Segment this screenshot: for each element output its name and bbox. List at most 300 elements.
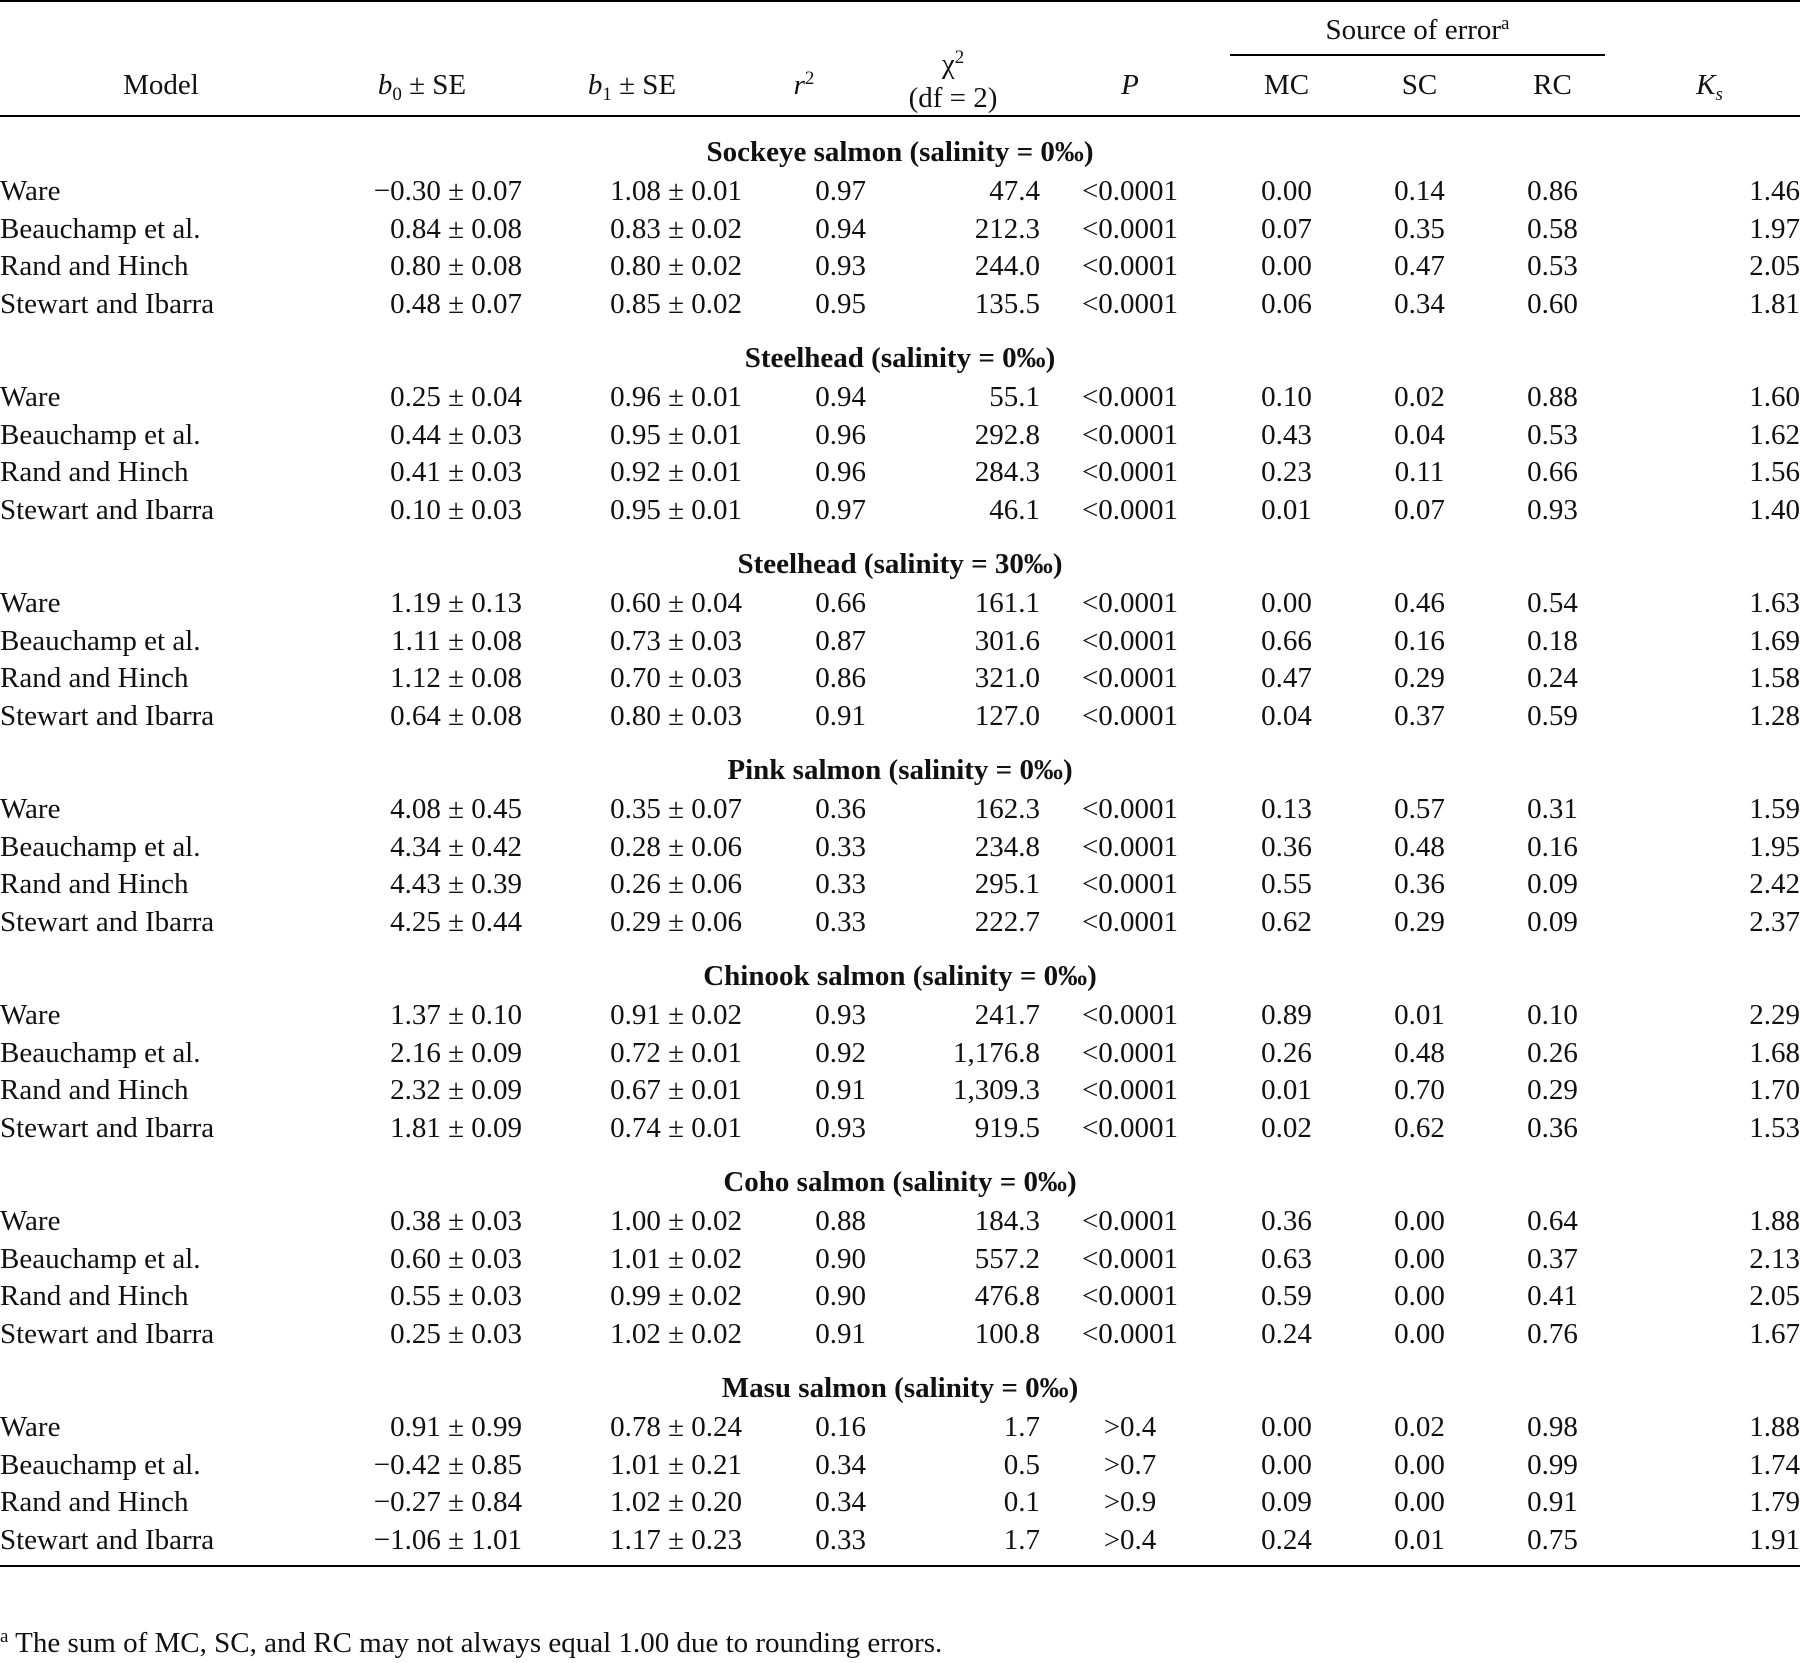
table-row	[0, 248, 1800, 286]
sc-cell: 0.62	[1394, 1111, 1445, 1144]
mc-cell: 0.59	[1261, 1280, 1312, 1312]
chi-square-cell: 184.3	[974, 1205, 1040, 1237]
chi-square-header	[866, 1, 1040, 116]
table-row	[0, 454, 1800, 492]
section-title: Coho salmon (salinity = 0‰)	[723, 1165, 1077, 1198]
b0-cell: 1.81 ± 0.09	[390, 1111, 522, 1144]
ks-cell: 2.42	[1749, 868, 1800, 900]
mc-cell: 0.43	[1261, 418, 1312, 451]
b1-cell: 0.70 ± 0.03	[610, 662, 742, 694]
ks-cell: 1.53	[1749, 1111, 1800, 1144]
mc-cell: 0.89	[1261, 999, 1312, 1031]
model-cell: Beauchamp et al.	[0, 1036, 201, 1069]
b0-cell: 0.44 ± 0.03	[390, 418, 522, 451]
sc-cell: 0.48	[1394, 830, 1445, 863]
p-value-cell: <0.0001	[1081, 1280, 1179, 1312]
mc-cell: 0.10	[1261, 381, 1312, 413]
b1-cell: 0.80 ± 0.03	[610, 699, 742, 732]
blank-header-cell	[1619, 1, 1800, 56]
table-row	[0, 1484, 1800, 1522]
sc-cell: 0.02	[1394, 1411, 1445, 1443]
sc-cell: 0.57	[1394, 793, 1445, 825]
model-cell: Stewart and Ibarra	[0, 1317, 215, 1350]
section-title: Sockeye salmon (salinity = 0‰)	[706, 135, 1094, 168]
r2-cell: 0.34	[815, 1486, 866, 1518]
b0-cell: 0.84 ± 0.08	[390, 212, 522, 245]
mc-cell: 0.01	[1261, 493, 1312, 526]
b1-cell: 0.26 ± 0.06	[610, 868, 742, 900]
r2-cell: 0.91	[815, 1074, 866, 1106]
rc-cell: 0.91	[1527, 1486, 1578, 1518]
blank-header-cell	[522, 1, 742, 56]
table-row	[0, 1316, 1800, 1354]
r2-cell: 0.33	[815, 830, 866, 863]
table-row	[0, 1241, 1800, 1279]
b0-cell: −0.27 ± 0.84	[373, 1486, 522, 1518]
mc-cell: 0.66	[1261, 624, 1312, 657]
model-cell: Stewart and Ibarra	[0, 287, 215, 320]
mc-cell: 0.24	[1261, 1317, 1312, 1350]
sc-cell: 0.29	[1394, 662, 1445, 694]
rc-cell: 0.41	[1527, 1280, 1578, 1312]
ks-cell: 1.28	[1749, 699, 1800, 732]
p-value-cell: <0.0001	[1081, 175, 1179, 207]
r2-cell: 0.91	[815, 1317, 866, 1350]
ks-cell: 1.69	[1749, 624, 1800, 657]
chi-square-cell: 244.0	[974, 250, 1040, 282]
table-row	[0, 492, 1800, 530]
chi-square-cell: 234.8	[974, 830, 1040, 863]
rc-cell: 0.86	[1527, 175, 1578, 207]
rc-cell: 0.88	[1527, 381, 1578, 413]
sc-cell: 0.00	[1394, 1448, 1445, 1481]
section-header-row	[0, 941, 1800, 997]
p-value-cell: <0.0001	[1081, 418, 1179, 451]
b1-var: b	[587, 68, 603, 101]
table-row	[0, 1278, 1800, 1316]
b0-cell: 1.19 ± 0.13	[390, 587, 522, 619]
chi-symbol: χ	[941, 48, 955, 80]
table-row	[0, 1409, 1800, 1447]
ks-cell: 1.88	[1749, 1205, 1800, 1237]
mc-cell: 0.23	[1261, 456, 1312, 488]
b0-cell: 0.41 ± 0.03	[390, 456, 522, 488]
b0-cell: −0.42 ± 0.85	[373, 1448, 522, 1481]
model-cell: Rand and Hinch	[0, 456, 189, 488]
b1-cell: 0.74 ± 0.01	[610, 1111, 742, 1144]
p-value-cell: <0.0001	[1081, 381, 1179, 413]
r2-var: r	[793, 68, 805, 101]
ks-cell: 1.67	[1749, 1317, 1800, 1350]
p-value-cell: >0.4	[1103, 1411, 1157, 1443]
rc-cell: 0.64	[1527, 1205, 1578, 1237]
model-cell: Ware	[0, 1411, 61, 1443]
section-title: Pink salmon (salinity = 0‰)	[727, 753, 1073, 786]
model-cell: Ware	[0, 999, 61, 1031]
model-cell: Rand and Hinch	[0, 250, 189, 282]
model-cell: Stewart and Ibarra	[0, 905, 215, 938]
sc-cell: 0.14	[1394, 175, 1445, 207]
sc-cell: 0.47	[1394, 250, 1445, 282]
model-cell: Beauchamp et al.	[0, 830, 201, 863]
b1-cell: 0.96 ± 0.01	[610, 381, 742, 413]
model-cell: Stewart and Ibarra	[0, 493, 215, 526]
sc-cell: 0.16	[1394, 624, 1445, 657]
r2-cell: 0.34	[815, 1448, 866, 1481]
sc-cell: 0.00	[1394, 1280, 1445, 1312]
footnote-text: The sum of MC, SC, and RC may not always equal 1.00 due to rounding errors.	[8, 1627, 943, 1659]
ks-cell: 1.56	[1749, 456, 1800, 488]
mc-cell: 0.09	[1261, 1486, 1312, 1518]
table-row	[0, 1522, 1800, 1567]
b1-cell: 1.08 ± 0.01	[610, 175, 742, 207]
p-value-cell: <0.0001	[1081, 624, 1179, 657]
p-value-cell: <0.0001	[1081, 1205, 1179, 1237]
b1-cell: 0.80 ± 0.02	[610, 250, 742, 282]
p-value-cell: <0.0001	[1081, 1074, 1179, 1106]
table-header	[0, 1, 1800, 116]
b0-sub: 0	[392, 83, 402, 105]
p-value-cell: <0.0001	[1081, 1111, 1179, 1144]
ks-cell: 1.68	[1749, 1036, 1800, 1069]
r2-cell: 0.90	[815, 1242, 866, 1275]
b0-cell: 2.16 ± 0.09	[390, 1036, 522, 1069]
b0-cell: 1.37 ± 0.10	[390, 999, 522, 1031]
model-header: Model	[123, 68, 199, 101]
ks-cell: 1.63	[1749, 587, 1800, 619]
r2-cell: 0.36	[815, 793, 866, 825]
ks-cell: 2.05	[1749, 250, 1800, 282]
sc-cell: 0.01	[1394, 999, 1445, 1031]
ks-cell: 1.74	[1749, 1448, 1800, 1481]
table-row	[0, 173, 1800, 211]
b0-cell: −1.06 ± 1.01	[373, 1523, 522, 1556]
table-row	[0, 698, 1800, 736]
p-value-cell: <0.0001	[1081, 662, 1179, 694]
table-row	[0, 866, 1800, 904]
footnote-marker: a	[0, 1626, 9, 1647]
table-row	[0, 211, 1800, 249]
b0-cell: 0.10 ± 0.03	[390, 493, 522, 526]
p-value-cell: <0.0001	[1081, 1317, 1179, 1350]
p-value-cell: <0.0001	[1081, 830, 1179, 863]
b0-cell: 2.32 ± 0.09	[390, 1074, 522, 1106]
p-value-cell: >0.9	[1103, 1486, 1157, 1518]
model-cell: Stewart and Ibarra	[0, 1523, 215, 1556]
table-row	[0, 1110, 1800, 1148]
r2-cell: 0.97	[815, 493, 866, 526]
section-header-row	[0, 735, 1800, 791]
b1-cell: 0.78 ± 0.24	[610, 1411, 742, 1443]
ks-sub: s	[1715, 83, 1723, 105]
chi-square-cell: 162.3	[974, 793, 1040, 825]
rc-cell: 0.26	[1527, 1036, 1578, 1069]
b0-cell: 0.60 ± 0.03	[390, 1242, 522, 1275]
p-value-cell: <0.0001	[1081, 868, 1179, 900]
b0-cell: 4.08 ± 0.45	[390, 793, 522, 825]
mc-cell: 0.07	[1261, 212, 1312, 245]
b1-cell: 0.95 ± 0.01	[610, 493, 742, 526]
blank-header-cell	[742, 1, 866, 56]
table-row	[0, 417, 1800, 455]
r2-cell: 0.66	[815, 587, 866, 619]
model-cell: Beauchamp et al.	[0, 624, 201, 657]
p-value-cell: <0.0001	[1081, 212, 1179, 245]
chi-square-cell: 222.7	[974, 905, 1040, 938]
source-footnote-marker: a	[1501, 13, 1510, 34]
mc-cell: 0.00	[1261, 587, 1312, 619]
ks-cell: 2.13	[1749, 1242, 1800, 1275]
rc-cell: 0.09	[1527, 905, 1578, 938]
b1-cell: 1.01 ± 0.02	[610, 1242, 742, 1275]
chi-square-cell: 100.8	[974, 1317, 1040, 1350]
sc-cell: 0.01	[1394, 1523, 1445, 1556]
blank-header-cell	[0, 1, 322, 56]
b0-cell: 0.25 ± 0.03	[390, 1317, 522, 1350]
chi-square-cell: 212.3	[974, 212, 1040, 245]
b0-var: b	[377, 68, 393, 101]
sc-cell: 0.00	[1394, 1317, 1445, 1350]
r2-sup: 2	[804, 67, 815, 89]
mc-cell: 0.02	[1261, 1111, 1312, 1144]
p-value-cell: <0.0001	[1081, 1242, 1179, 1275]
ks-cell: 1.81	[1749, 287, 1800, 320]
b1-rest: ± SE	[611, 68, 677, 101]
sc-cell: 0.35	[1394, 212, 1445, 245]
b1-cell: 0.28 ± 0.06	[610, 830, 742, 863]
b0-cell: 4.43 ± 0.39	[390, 868, 522, 900]
r2-cell: 0.33	[815, 905, 866, 938]
chi-square-cell: 127.0	[974, 699, 1040, 732]
sc-cell: 0.46	[1394, 587, 1445, 619]
model-cell: Stewart and Ibarra	[0, 1111, 215, 1144]
chi-square-cell: 0.5	[1003, 1448, 1040, 1481]
rc-cell: 0.54	[1527, 587, 1578, 619]
chi-square-cell: 0.1	[1003, 1486, 1040, 1518]
chi-superscript: 2	[954, 47, 965, 68]
rc-cell: 0.09	[1527, 868, 1578, 900]
sc-cell: 0.07	[1394, 493, 1445, 526]
mc-cell: 0.06	[1261, 287, 1312, 320]
table-row	[0, 997, 1800, 1035]
b1-cell: 0.83 ± 0.02	[610, 212, 742, 245]
b1-cell: 1.02 ± 0.20	[610, 1486, 742, 1518]
chi-square-cell: 161.1	[974, 587, 1040, 619]
rc-cell: 0.10	[1527, 999, 1578, 1031]
source-of-error-label: Source of error	[1325, 14, 1502, 46]
b1-cell: 0.35 ± 0.07	[610, 793, 742, 825]
r2-cell: 0.88	[815, 1205, 866, 1237]
ks-cell: 1.59	[1749, 793, 1800, 825]
r2-cell: 0.16	[815, 1411, 866, 1443]
r2-cell: 0.86	[815, 662, 866, 694]
b1-cell: 1.02 ± 0.02	[610, 1317, 742, 1350]
r2-cell: 0.97	[815, 175, 866, 207]
b1-cell: 0.85 ± 0.02	[610, 287, 742, 320]
ks-cell: 1.62	[1749, 418, 1800, 451]
b0-cell: 0.55 ± 0.03	[390, 1280, 522, 1312]
rc-cell: 0.93	[1527, 493, 1578, 526]
rc-cell: 0.18	[1527, 624, 1578, 657]
sc-cell: 0.04	[1394, 418, 1445, 451]
table-row	[0, 1447, 1800, 1485]
mc-header: MC	[1263, 68, 1310, 101]
ks-header	[1619, 56, 1800, 116]
b1-cell: 1.00 ± 0.02	[610, 1205, 742, 1237]
b1-cell: 0.72 ± 0.01	[610, 1036, 742, 1069]
ks-cell: 2.29	[1749, 999, 1800, 1031]
p-value-cell: <0.0001	[1081, 250, 1179, 282]
model-cell: Ware	[0, 793, 61, 825]
table-row	[0, 286, 1800, 324]
table-row	[0, 379, 1800, 417]
model-cell: Ware	[0, 381, 61, 413]
ks-cell: 2.05	[1749, 1280, 1800, 1312]
p-header: P	[1121, 68, 1139, 101]
table-row	[0, 1035, 1800, 1073]
mc-cell: 0.00	[1261, 1411, 1312, 1443]
r2-cell: 0.94	[815, 212, 866, 245]
mc-cell: 0.63	[1261, 1242, 1312, 1275]
p-value-cell: <0.0001	[1081, 456, 1179, 488]
model-cell: Rand and Hinch	[0, 662, 189, 694]
sc-cell: 0.00	[1394, 1205, 1445, 1237]
sc-cell: 0.00	[1394, 1242, 1445, 1275]
p-value-cell: <0.0001	[1081, 793, 1179, 825]
ks-cell: 1.88	[1749, 1411, 1800, 1443]
chi-square-cell: 292.8	[974, 418, 1040, 451]
rc-cell: 0.16	[1527, 830, 1578, 863]
b0-cell: 0.25 ± 0.04	[390, 381, 522, 413]
b1-cell: 1.01 ± 0.21	[610, 1448, 742, 1481]
mc-cell: 0.26	[1261, 1036, 1312, 1069]
table-row	[0, 1072, 1800, 1110]
table-row	[0, 904, 1800, 942]
b0-cell: 1.12 ± 0.08	[390, 662, 522, 694]
b1-cell: 0.99 ± 0.02	[610, 1280, 742, 1312]
sc-cell: 0.00	[1394, 1486, 1445, 1518]
b1-cell: 0.92 ± 0.01	[610, 456, 742, 488]
chi-square-cell: 47.4	[989, 175, 1040, 207]
chi-square-cell: 1.7	[1003, 1523, 1040, 1556]
model-cell: Rand and Hinch	[0, 1280, 189, 1312]
r2-cell: 0.91	[815, 699, 866, 732]
rc-cell: 0.31	[1527, 793, 1578, 825]
r2-cell: 0.92	[815, 1036, 866, 1069]
section-header-row	[0, 1147, 1800, 1203]
table-row	[0, 791, 1800, 829]
rc-header: RC	[1533, 68, 1572, 101]
b0-cell: 0.64 ± 0.08	[390, 699, 522, 732]
sc-cell: 0.34	[1394, 287, 1445, 320]
section-title: Chinook salmon (salinity = 0‰)	[703, 959, 1097, 992]
chi-square-cell: 55.1	[989, 381, 1040, 413]
b0-cell: −0.30 ± 0.07	[373, 175, 522, 207]
sc-cell: 0.36	[1394, 868, 1445, 900]
rc-cell: 0.24	[1527, 662, 1578, 694]
section-title: Steelhead (salinity = 0‰)	[744, 341, 1056, 374]
r2-cell: 0.93	[815, 999, 866, 1031]
rc-cell: 0.66	[1527, 456, 1578, 488]
p-value-cell: <0.0001	[1081, 287, 1179, 320]
rc-cell: 0.29	[1527, 1074, 1578, 1106]
rc-cell: 0.99	[1527, 1448, 1578, 1481]
b1-cell: 0.60 ± 0.04	[610, 587, 742, 619]
sc-cell: 0.29	[1394, 905, 1445, 938]
b1-cell: 0.73 ± 0.03	[610, 624, 742, 657]
r2-cell: 0.95	[815, 287, 866, 320]
rc-cell: 0.60	[1527, 287, 1578, 320]
b1-cell: 0.91 ± 0.02	[610, 999, 742, 1031]
p-value-cell: >0.7	[1103, 1448, 1157, 1481]
b0-cell: 4.34 ± 0.42	[390, 830, 522, 863]
rc-cell: 0.53	[1527, 250, 1578, 282]
b0-rest: ± SE	[401, 68, 467, 101]
chi-square-cell: 301.6	[974, 624, 1040, 657]
ks-cell: 1.95	[1749, 830, 1800, 863]
table-row	[0, 660, 1800, 698]
chi-square-cell: 919.5	[974, 1111, 1040, 1144]
table-row	[0, 623, 1800, 661]
ks-cell: 1.46	[1749, 175, 1800, 207]
ks-cell: 1.58	[1749, 662, 1800, 694]
table-row	[0, 829, 1800, 867]
rc-cell: 0.58	[1527, 212, 1578, 245]
r2-cell: 0.93	[815, 250, 866, 282]
ks-cell: 1.91	[1749, 1523, 1800, 1556]
sc-cell: 0.70	[1394, 1074, 1445, 1106]
mc-cell: 0.01	[1261, 1074, 1312, 1106]
mc-cell: 0.13	[1261, 793, 1312, 825]
r2-cell: 0.94	[815, 381, 866, 413]
section-header-row	[0, 1353, 1800, 1409]
chi-square-cell: 1,309.3	[953, 1074, 1040, 1106]
b0-cell: 4.25 ± 0.44	[390, 905, 522, 938]
footnote	[0, 1625, 942, 1661]
b1-header	[522, 56, 742, 116]
rc-cell: 0.98	[1527, 1411, 1578, 1443]
b1-cell: 1.17 ± 0.23	[610, 1523, 742, 1556]
ks-var: K	[1696, 68, 1716, 101]
chi-square-cell: 135.5	[974, 287, 1040, 320]
model-cell: Ware	[0, 175, 61, 207]
mc-cell: 0.62	[1261, 905, 1312, 938]
b0-header	[322, 56, 522, 116]
b1-cell: 0.67 ± 0.01	[610, 1074, 742, 1106]
sc-cell: 0.48	[1394, 1036, 1445, 1069]
rc-cell: 0.37	[1527, 1242, 1578, 1275]
ks-cell: 1.70	[1749, 1074, 1800, 1106]
model-cell: Beauchamp et al.	[0, 212, 201, 245]
mc-cell: 0.36	[1261, 1205, 1312, 1237]
model-cell: Rand and Hinch	[0, 868, 189, 900]
ks-cell: 1.40	[1749, 493, 1800, 526]
r2-cell: 0.96	[815, 456, 866, 488]
r2-cell: 0.93	[815, 1111, 866, 1144]
rc-cell: 0.75	[1527, 1523, 1578, 1556]
table-row	[0, 585, 1800, 623]
b0-cell: 1.11 ± 0.08	[391, 624, 522, 657]
model-cell: Ware	[0, 587, 61, 619]
model-cell: Beauchamp et al.	[0, 1448, 201, 1481]
p-value-cell: <0.0001	[1081, 493, 1179, 526]
header-row-top	[0, 1, 1800, 56]
chi-square-cell: 321.0	[974, 662, 1040, 694]
rc-cell: 0.59	[1527, 699, 1578, 732]
rc-cell: 0.36	[1527, 1111, 1578, 1144]
b1-sub: 1	[602, 83, 612, 105]
mc-cell: 0.00	[1261, 175, 1312, 207]
